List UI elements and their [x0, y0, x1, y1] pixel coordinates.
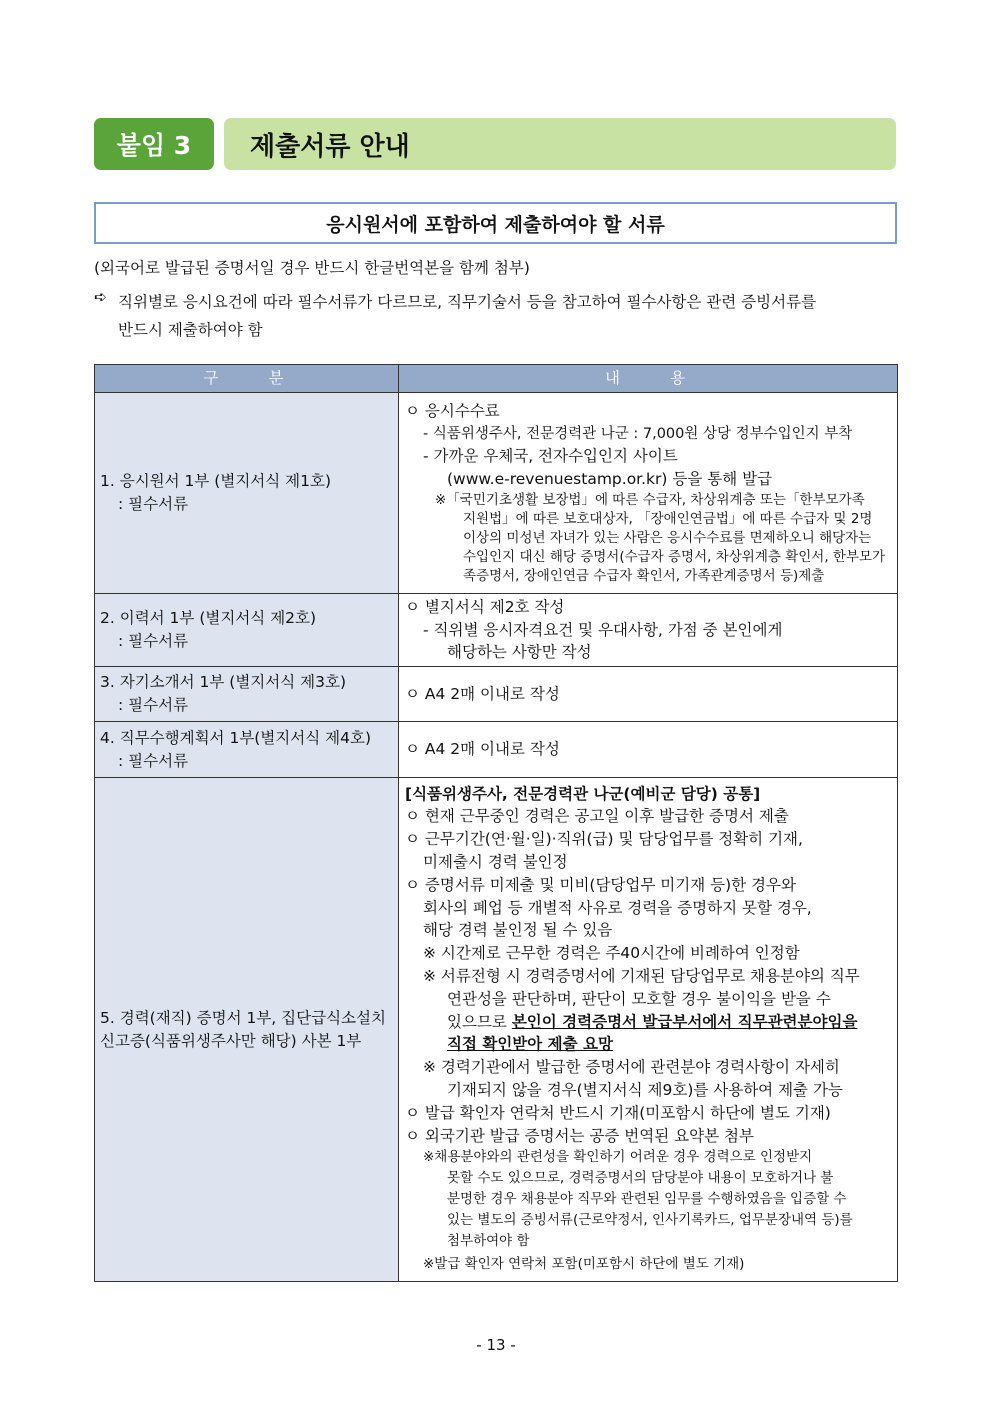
content-line: 분명한 경우 채용분야 직무와 관련된 임무를 수행하였음을 입증할 수 [447, 1191, 847, 1208]
category-sub: : 필수서류 [118, 696, 189, 714]
category-sub: : 필수서류 [118, 632, 189, 650]
content-line: 지원법」에 따른 보호대상자, 「장애인연금법」에 따른 수급자 및 2명 [463, 510, 873, 527]
content-line: ㅇ A4 2매 이내로 작성 [405, 740, 560, 759]
category-sub: : 필수서류 [118, 495, 189, 513]
content-line: 수입인지 대신 해당 증명서(수급자 증명서, 차상위계층 확인서, 한부모가 [463, 548, 886, 565]
documents-table [94, 364, 898, 1282]
section-subtitle: 응시원서에 포함하여 제출하여야 할 서류 [94, 202, 897, 244]
content-line: 첨부하여야 함 [447, 1233, 530, 1250]
emphasis-text: 직접 확인받아 제출 요망 [447, 1035, 613, 1054]
row-content [399, 778, 898, 1282]
content-line: 해당 경력 불인정 될 수 있음 [423, 921, 613, 940]
content-line: ※발급 확인자 연락처 포함(미포함시 하단에 별도 기재) [423, 1256, 745, 1273]
content-line: 해당하는 사항만 작성 [447, 643, 592, 662]
category-text: 2. 이력서 1부 (별지서식 제2호) [100, 609, 317, 628]
table-row [95, 393, 898, 594]
table-row [95, 594, 898, 667]
row-category [95, 722, 399, 778]
emphasis-text: 본인이 경력증명서 발급부서에서 직무관련분야임을 [511, 1012, 858, 1031]
instruction-text [118, 288, 908, 344]
content-line: ㅇ 응시수수료 [405, 402, 500, 421]
content-line: ※채용분야와의 관련성을 확인하기 어려운 경우 경력으로 인정받지 [423, 1149, 813, 1166]
content-line: 연관성을 판단하며, 판단이 모호할 경우 불이익을 받을 수 [447, 989, 831, 1008]
content-line: 이상의 미성년 자녀가 있는 사람은 응시수수료를 면제하오니 해당자는 [463, 529, 872, 546]
category-sub: : 필수서류 [118, 751, 189, 770]
content-line: - 식품위생주사, 전문경력관 나군 : 7,000원 상당 정부수입인지 부착 [423, 426, 853, 443]
content-heading: [식품위생주사, 전문경력관 나군(예비군 담당) 공통] [405, 784, 761, 803]
page-number: - 13 - [476, 1336, 516, 1354]
instruction-line-2: 반드시 제출하여야 함 [118, 321, 263, 339]
content-line: ㅇ A4 2매 이내로 작성 [405, 684, 560, 703]
header-category: 구분 [95, 365, 399, 393]
category-text: 3. 자기소개서 1부 (별지서식 제3호) [100, 673, 346, 692]
category-text: 1. 응시원서 1부 (별지서식 제1호) [100, 472, 332, 491]
content-line: ㅇ 외국기관 발급 증명서는 공증 번역된 요약본 첨부 [405, 1126, 754, 1145]
instruction-line-1: 직위별로 응시요건에 따라 필수서류가 다르므로, 직무기술서 등을 참고하여 필수사항은 관련 증빙서류를 [118, 293, 817, 311]
content-text: 있으므로 [447, 1012, 512, 1031]
content-line [405, 1011, 891, 1034]
row-content [399, 393, 898, 594]
content-line: 미제출시 경력 불인정 [423, 853, 568, 872]
page-title: 제출서류 안내 [224, 118, 896, 170]
content-line: ㅇ 별지서식 제2호 작성 [405, 597, 565, 616]
content-line: - 가까운 우체국, 전자수입인지 사이트 [423, 447, 678, 466]
content-line: ※「국민기초생활 보장법」에 따른 수급자, 차상위계층 또는「한부모가족 [435, 491, 865, 508]
row-content [399, 722, 898, 778]
content-line: 있는 별도의 증빙서류(근로약정서, 인사기록카드, 업무분장내역 등)를 [447, 1212, 853, 1229]
content-line: ※ 서류전형 시 경력증명서에 기재된 담당업무로 채용분야의 직무 [423, 967, 860, 985]
content-line: ㅇ 증명서류 미제출 및 미비(담당업무 미기재 등)한 경우와 [405, 875, 796, 894]
translation-note: (외국어로 발급된 증명서일 경우 반드시 한글번역본을 함께 첨부) [94, 259, 530, 277]
table-row [95, 667, 898, 722]
content-line: 못할 수도 있으므로, 경력증명서의 담당분야 내용이 모호하거나 불 [447, 1170, 834, 1187]
content-line: 기재되지 않을 경우(별지서식 제9호)를 사용하여 제출 가능 [447, 1080, 843, 1099]
category-text: 4. 직무수행계획서 1부(별지서식 제4호) [100, 728, 372, 747]
content-line: - 직위별 응시자격요건 및 우대사항, 가점 중 본인에게 [423, 620, 783, 639]
row-content [399, 667, 898, 722]
header-content: 내용 [399, 365, 898, 393]
content-line: ※ 시간제로 근무한 경력은 주40시간에 비례하여 인정함 [423, 944, 800, 963]
table-row [95, 778, 898, 1282]
category-sub: 신고증(식품위생주사만 해당) 사본 1부 [100, 1031, 362, 1050]
content-line: ㅇ 현재 근무중인 경력은 공고일 이후 발급한 증명서 제출 [405, 807, 789, 826]
attachment-badge: 붙임 3 [94, 118, 214, 170]
arrow-icon: ➪ [94, 288, 107, 306]
content-line: (www.e-revenuestamp.or.kr) 등을 통해 발급 [447, 469, 773, 488]
row-category [95, 778, 399, 1282]
row-category [95, 393, 399, 594]
content-line: ㅇ 발급 확인자 연락처 반드시 기재(미포함시 하단에 별도 기재) [405, 1103, 831, 1122]
row-category [95, 594, 399, 667]
table-row [95, 722, 898, 778]
content-line: 족증명서, 장애인연금 수급자 확인서, 가족관계증명서 등)제출 [463, 567, 825, 584]
row-category [95, 667, 399, 722]
content-line: 회사의 폐업 등 개별적 사유로 경력을 증명하지 못할 경우, [423, 898, 812, 917]
content-line: ㅇ 근무기간(연·월·일)·직위(급) 및 담당업무를 정확히 기재, [405, 830, 803, 849]
content-line: ※ 경력기관에서 발급한 증명서에 관련분야 경력사항이 자세히 [423, 1058, 840, 1077]
row-content [399, 594, 898, 667]
category-text: 5. 경력(재직) 증명서 1부, 집단급식소설치 [100, 1008, 386, 1027]
